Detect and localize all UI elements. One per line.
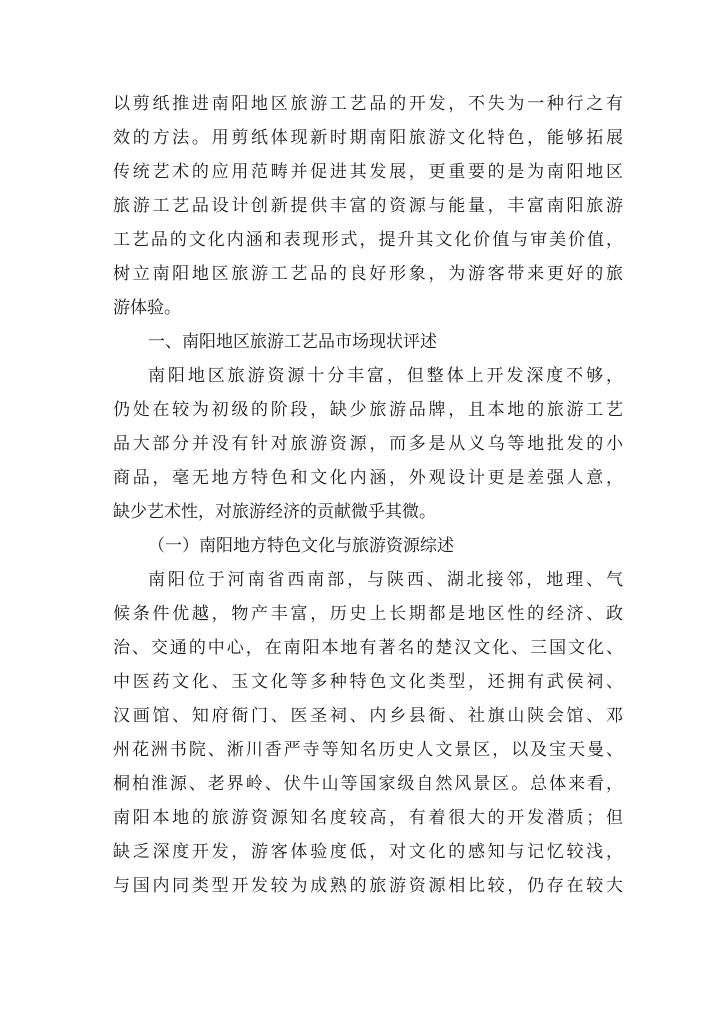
text-line: 仍处在较为初级的阶段，缺少旅游品牌，且本地的旅游工艺	[113, 400, 623, 420]
text-line: 候条件优越，物产丰富，历史上长期都是地区性的经济、政	[113, 604, 623, 624]
text-line: 树立南阳地区旅游工艺品的良好形象，为游客带来更好的旅	[113, 264, 623, 284]
text-line: 效的方法。用剪纸体现新时期南阳旅游文化特色，能够拓展	[113, 128, 623, 148]
text-line: 汉画馆、知府衙门、医圣祠、内乡县衙、社旗山陕会馆、邓	[113, 706, 623, 726]
text-line: 与国内同类型开发较为成熟的旅游资源相比较，仍存在较大	[113, 876, 623, 896]
text-line: 以剪纸推进南阳地区旅游工艺品的开发，不失为一种行之有	[113, 94, 623, 114]
text-line: 缺少艺术性，对旅游经济的贡献微乎其微。	[113, 502, 436, 522]
text-line: 中医药文化、玉文化等多种特色文化类型，还拥有武侯祠、	[113, 672, 623, 692]
text-line: 商品，毫无地方特色和文化内涵，外观设计更是差强人意，	[113, 468, 623, 488]
text-line: 游体验。	[113, 298, 181, 318]
subsection-heading: （一）南阳地方特色文化与旅游资源综述	[148, 536, 454, 556]
text-line: 州花洲书院、淅川香严寺等知名历史人文景区，以及宝天曼、	[113, 740, 623, 760]
text-line: 工艺品的文化内涵和表现形式，提升其文化价值与审美价值，	[113, 230, 623, 250]
text-line: 品大部分并没有针对旅游资源，而多是从义乌等地批发的小	[113, 434, 623, 454]
section-heading: 一、南阳地区旅游工艺品市场现状评述	[148, 332, 437, 352]
text-line: 治、交通的中心，在南阳本地有著名的楚汉文化、三国文化、	[113, 638, 623, 658]
text-line: 缺乏深度开发，游客体验度低，对文化的感知与记忆较浅，	[113, 842, 623, 862]
text-line: 旅游工艺品设计创新提供丰富的资源与能量，丰富南阳旅游	[113, 196, 623, 216]
text-line: 南阳地区旅游资源十分丰富，但整体上开发深度不够，	[148, 366, 623, 386]
text-line: 南阳位于河南省西南部，与陕西、湖北接邻，地理、气	[148, 570, 623, 590]
text-line: 桐柏淮源、老界岭、伏牛山等国家级自然风景区。总体来看，	[113, 774, 623, 794]
text-line: 南阳本地的旅游资源知名度较高，有着很大的开发潜质；但	[113, 808, 623, 828]
text-line: 传统艺术的应用范畴并促进其发展，更重要的是为南阳地区	[113, 162, 623, 182]
